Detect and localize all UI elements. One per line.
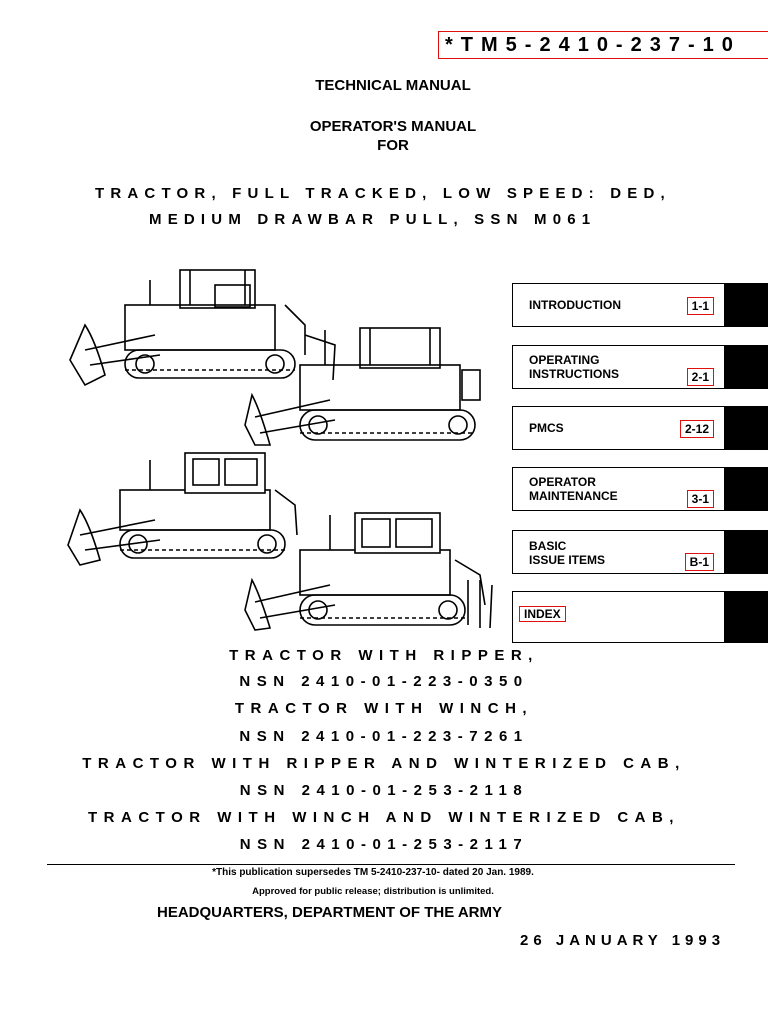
tab-marker xyxy=(724,283,768,327)
variant-line: TRACTOR WITH WINCH AND WINTERIZED CAB, xyxy=(88,809,680,826)
tractor-illustrations xyxy=(55,255,510,645)
tab-page-ref: 2-12 xyxy=(680,420,714,438)
tab-marker xyxy=(724,406,768,450)
tab-label: BASIC ISSUE ITEMS xyxy=(529,539,606,567)
tab-page-ref: 3-1 xyxy=(687,490,714,508)
equipment-title-line1: TRACTOR, FULL TRACKED, LOW SPEED: DED, xyxy=(95,185,671,202)
tab-page-ref: 1-1 xyxy=(687,297,714,315)
tractor-ripper-illustration xyxy=(70,270,335,385)
tab-marker xyxy=(724,591,768,643)
tab-label: OPERATING INSTRUCTIONS xyxy=(529,353,619,381)
tab-page-ref: B-1 xyxy=(685,553,714,571)
tab-introduction[interactable] xyxy=(512,283,768,327)
tab-marker xyxy=(724,530,768,574)
tractor-ripper-winterized-illustration xyxy=(68,453,297,565)
tab-label: OPERATOR MAINTENANCE xyxy=(529,475,618,503)
publication-date: 26 JANUARY 1993 xyxy=(520,932,726,949)
variant-line: TRACTOR WITH RIPPER AND WINTERIZED CAB, xyxy=(82,755,686,772)
tab-marker xyxy=(724,467,768,511)
manual-title: OPERATOR'S MANUAL xyxy=(309,118,477,135)
headquarters-line: HEADQUARTERS, DEPARTMENT OF THE ARMY xyxy=(157,904,502,921)
tab-operator-maintenance[interactable] xyxy=(512,467,768,511)
distribution-statement: Approved for public release; distribution is unlimited. xyxy=(252,886,494,897)
tm-number-box: *TM5-2410-237-10 xyxy=(438,31,768,59)
tab-pmcs[interactable] xyxy=(512,406,768,450)
tab-label: PMCS xyxy=(529,421,564,435)
tab-index[interactable] xyxy=(512,591,768,643)
tab-operating-instructions[interactable] xyxy=(512,345,768,389)
nsn-line: NSN 2410-01-253-2118 xyxy=(239,782,529,799)
nsn-line: NSN 2410-01-223-7261 xyxy=(239,728,529,745)
tab-marker xyxy=(724,345,768,389)
tractor-winch-illustration xyxy=(245,328,480,445)
nsn-line: NSN 2410-01-223-0350 xyxy=(239,673,529,690)
manual-for: FOR xyxy=(377,137,409,154)
doc-type: TECHNICAL MANUAL xyxy=(315,77,471,94)
nsn-line: NSN 2410-01-253-2117 xyxy=(239,836,529,853)
tab-page-ref: 2-1 xyxy=(687,368,714,386)
equipment-title-line2: MEDIUM DRAWBAR PULL, SSN M061 xyxy=(149,211,597,228)
variant-line: TRACTOR WITH WINCH, xyxy=(234,700,534,717)
divider-rule xyxy=(47,864,735,865)
tractor-winch-winterized-illustration xyxy=(245,513,492,630)
tab-label: INTRODUCTION xyxy=(529,298,621,312)
tab-basic-issue-items[interactable] xyxy=(512,530,768,574)
variant-line: TRACTOR WITH RIPPER, xyxy=(229,647,539,664)
supersedes-note: *This publication supersedes TM 5-2410-237-10- dated 20 Jan. 1989. xyxy=(212,867,534,878)
tab-label: INDEX xyxy=(519,606,566,622)
